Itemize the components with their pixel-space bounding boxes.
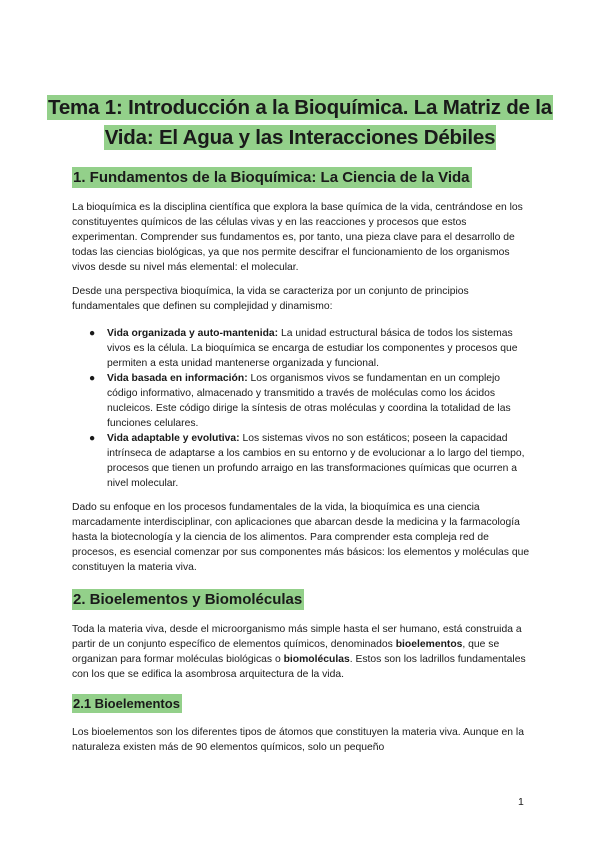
list-item-text: La unidad estructural básica de todos los sistemas vivos es la célula. La bioquímica se encarga de estudiar los componentes y procesos que permiten a esta unidad mantenerse organizada y funcional. — [107, 328, 518, 369]
section-1-paragraph-1: La bioquímica es la disciplina científica que explora la base química de la vida, centrándose en los constituyentes químicos de las células vivas y en las reacciones y procesos que estos experimentan. Comprender sus fundamentos es, por tanto, una pieza clave para el desarrollo de todas las ciencias biológicas, ya que nos permite descifrar el funcionamiento de los organismos vivos desde su nivel más elemental: el molecular. — [72, 202, 523, 273]
page-number: 1 — [518, 796, 524, 808]
section-2-text-e: . Estos son los ladrillos fundamentales con los que se edifica la asombrosa arquitectura de la vida. — [72, 654, 526, 680]
section-2-text-c: , que se organizan para formar moléculas biológicas o — [72, 639, 500, 665]
list-item-text: Los organismos vivos se fundamentan en un complejo código informativo, almacenado y transmitido a través de moléculas como los ácidos nucleicos. Este código dirige la síntesis de otras moléculas y coordina la totalidad de las funciones celulares. — [107, 373, 511, 429]
bullet-icon: ● — [89, 373, 96, 384]
document-title-text: Tema 1: Introducción a la Bioquímica. La Matriz de la Vida: El Agua y las Interacciones Débiles — [48, 96, 552, 149]
list-item — [72, 326, 532, 371]
section-1-paragraph-3: Dado su enfoque en los procesos fundamentales de la vida, la bioquímica es una ciencia marcadamente interdisciplinar, con aplicaciones que abarcan desde la medicina y la farmacología hasta la biotecnología y la ciencia de los alimentos. Para comprender esta compleja red de procesos, es esencial comenzar por sus componentes más básicos: los elementos y moléculas que constituyen la materia viva. — [72, 502, 530, 573]
list-item-label: Vida basada en información: — [107, 373, 248, 384]
list-item — [72, 431, 532, 491]
section-1-heading — [72, 167, 472, 189]
list-item-text: Los sistemas vivos no son estáticos; poseen la capacidad intrínseca de adaptarse a los cambios en su entorno y de evolucionar a lo largo del tiempo, procesos que tienen un profundo arraigo en las transformaciones químicas que ocurren a nivel molecular. — [107, 433, 525, 489]
term-bioelementos: bioelementos — [395, 639, 463, 650]
section-2-paragraph-1 — [72, 622, 532, 682]
section-2-heading — [72, 589, 304, 611]
section-2-heading-text: 2. Bioelementos y Biomoléculas — [73, 591, 303, 608]
principles-list — [72, 326, 532, 491]
document-title — [40, 93, 560, 153]
bullet-icon: ● — [89, 433, 96, 444]
list-item-label: Vida adaptable y evolutiva: — [107, 433, 240, 444]
section-1-heading-text: 1. Fundamentos de la Bioquímica: La Ciencia de la Vida — [73, 169, 470, 186]
bullet-icon: ● — [89, 328, 96, 339]
subsection-2-1-paragraph-1: Los bioelementos son los diferentes tipos de átomos que constituyen la materia viva. Aunque en la naturaleza existen más de 90 elementos químicos, solo un pequeño — [72, 727, 524, 753]
subsection-2-1-heading — [72, 694, 182, 714]
section-1-paragraph-2: Desde una perspectiva bioquímica, la vida se caracteriza por un conjunto de principios fundamentales que definen su complejidad y dinamismo: — [72, 286, 469, 312]
section-2-text-a: Toda la materia viva, desde el microorganismo más simple hasta el ser humano, está construida a partir de un conjunto específico de elementos químicos, denominados — [72, 624, 522, 650]
subsection-2-1-heading-text: 2.1 Bioelementos — [73, 696, 180, 711]
list-item-label: Vida organizada y auto-mantenida: — [107, 328, 279, 339]
list-item — [72, 371, 532, 431]
term-biomoleculas: biomoléculas — [283, 654, 350, 665]
